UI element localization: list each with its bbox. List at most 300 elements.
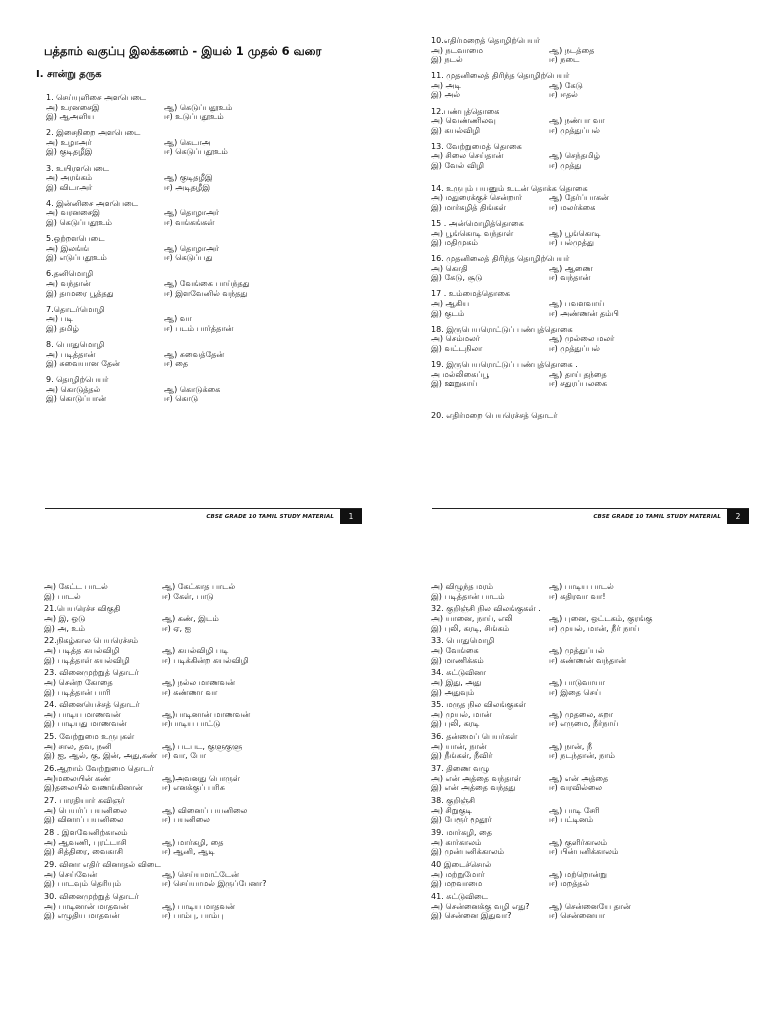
question-title: 30. வினைமுற்றுத் தொடர் xyxy=(44,892,139,902)
option-row xyxy=(431,774,763,784)
question-block xyxy=(423,828,763,857)
option-a: இ) மார்கழித் திங்கள் xyxy=(431,202,506,212)
option-b: ஈ) சென்னையா xyxy=(549,911,606,921)
question-block xyxy=(36,700,416,729)
question-title: 38. குறிஞ்சி xyxy=(431,796,476,806)
option-b: ஆ) நண்பா வா xyxy=(549,116,605,126)
option-a: அ) விழுந்த மரம் xyxy=(431,582,494,591)
option-b: ஈ) பல்முத்து xyxy=(549,238,594,248)
question-title: 34. சுட்டுவினா xyxy=(431,668,487,678)
option-b: ஈ) சதுரப்பலகை xyxy=(549,379,608,389)
option-b: ஆ)பாடினான் மாணவன் xyxy=(162,709,251,719)
question-block xyxy=(423,668,763,697)
question-continued xyxy=(423,582,763,601)
option-row xyxy=(431,151,763,161)
option-a: அ மல்லிகைப்பூ xyxy=(431,369,490,379)
option-b: ஆ) குடிதழீஇ xyxy=(164,173,213,183)
option-b: ஆ) பாடிய பாடல் xyxy=(549,582,614,591)
option-b: ஈ) கொடு xyxy=(164,394,198,404)
option-row xyxy=(44,911,416,921)
question-block xyxy=(423,289,763,318)
option-b: ஆ) படபட, குளுகுளு xyxy=(162,741,243,751)
option-b: ஆ) முத்துப்பல் xyxy=(549,645,605,655)
option-a: இ) வினாப் பயனிலை xyxy=(44,815,124,825)
question-block xyxy=(36,93,376,122)
question-title: 4. இன்னிசை அளபெடை xyxy=(46,198,139,208)
option-row xyxy=(46,218,376,228)
option-a: அ) சென்ற கோதை xyxy=(44,677,113,687)
question-title: 27. பாரதியார் கவிஞர் xyxy=(44,796,125,806)
question-block xyxy=(423,732,763,761)
option-a: இ) அதுவும் xyxy=(431,687,475,697)
option-a: அ) படித்தான் xyxy=(46,349,96,359)
question-block xyxy=(36,860,416,889)
option-a: அ) ஆகிய xyxy=(431,299,470,309)
option-b: ஈ) எருமை, நீர்நாய் xyxy=(549,719,619,729)
option-row xyxy=(431,334,763,344)
option-row xyxy=(431,299,763,309)
option-a: அ) மற்றுமோர் xyxy=(431,869,485,879)
page-number: 1 xyxy=(340,508,362,524)
option-a: இ) சித்திரை, வைகாசி xyxy=(44,847,124,857)
question-block xyxy=(423,796,763,825)
option-row xyxy=(431,806,763,816)
option-row xyxy=(46,173,376,183)
option-a: அ) உழாஅர் xyxy=(46,137,92,147)
option-b: ஈ) வங்கங்கள் xyxy=(164,218,215,228)
option-a: இ) குடம் xyxy=(431,308,465,318)
option-b: ஈ) படிக்கின்ற கயல்விழி xyxy=(162,655,249,665)
option-a: அ) வெண்ணிலவு xyxy=(431,116,496,126)
option-b: ஈ) முத்து xyxy=(549,161,582,171)
option-a: அ) ஆவணி, புரட்டாசி xyxy=(44,837,127,847)
section-heading: I. சான்று தருக xyxy=(36,69,102,80)
option-row xyxy=(44,751,416,761)
option-row xyxy=(44,688,416,698)
option-b: ஈ) எனக்குப் பரிசு xyxy=(162,783,225,793)
question-block xyxy=(36,375,376,404)
question-title: 17 . உம்மைத்தொகை xyxy=(431,289,511,299)
option-b: ஈ) முயல், மான், நீர் நாய் xyxy=(549,623,640,633)
option-row xyxy=(44,624,416,634)
option-b: ஆ) பாடி சேரி xyxy=(549,805,600,815)
option-row xyxy=(431,203,763,213)
option-b: ஈ) படம் பார்த்தான் xyxy=(164,323,234,333)
option-b: ஈ) வரவில்லை xyxy=(549,783,603,793)
option-a: இ) கொடுப்பான் xyxy=(46,394,106,404)
option-row xyxy=(431,710,763,720)
option-row xyxy=(431,838,763,848)
question-title: 16. முதனிலைத் திரிந்த தொழிற்பெயர் xyxy=(431,254,570,264)
option-a: இ) புலி, கரடி, சிங்கம் xyxy=(431,623,510,633)
option-b: ஈ) ஆனி, ஆடி xyxy=(162,847,215,857)
question-title: 22.நிகழ்கால பெயரெச்சம் xyxy=(44,636,139,646)
option-a: அ) முயல், மான் xyxy=(431,709,492,719)
option-b: ஈ) பயனிலை xyxy=(162,815,210,825)
option-row xyxy=(46,112,376,122)
option-b: ஈ) பாம்பு, பாம்பு xyxy=(162,911,224,921)
question-block xyxy=(36,892,416,921)
option-b: ஆ) கேட்காத பாடல் xyxy=(162,582,236,591)
option-b: ஈ) இளவேனில் வந்தது xyxy=(164,288,248,298)
option-a: இ) பாடவும் தெரியும் xyxy=(44,879,122,889)
option-a: அ) படி xyxy=(46,314,73,324)
option-row xyxy=(44,678,416,688)
option-row xyxy=(431,273,763,283)
option-b: ஆ) தாய் தந்தை xyxy=(549,369,607,379)
question-block xyxy=(423,892,763,921)
option-a: இ) குடிதழீஇ xyxy=(46,147,93,157)
option-b: ஈ) வந்தான் xyxy=(549,273,591,283)
option-a: இ) எழுதிய மாதவன் xyxy=(44,911,120,921)
option-row xyxy=(431,193,763,203)
option-row xyxy=(431,90,763,100)
question-title: 14. உருபும் பயனும் உடன் தொக்க தொகை xyxy=(431,183,588,193)
option-b: ஈ) இதை செய் xyxy=(549,687,601,697)
option-row xyxy=(44,592,416,602)
option-b: ஈ) கெடுப்பது xyxy=(164,253,213,263)
option-row xyxy=(431,238,763,248)
option-a: இ)தலையில் வணங்கினான் xyxy=(44,783,143,793)
option-row xyxy=(44,742,416,752)
option-b: ஈ) கண்ணா வா xyxy=(162,687,218,697)
option-row xyxy=(431,161,763,171)
question-block xyxy=(36,269,376,298)
question-block xyxy=(36,164,376,193)
option-a: இ) ஐ, ஆல், கு, இன், அது,கண் xyxy=(44,751,158,761)
option-row xyxy=(431,116,763,126)
option-row xyxy=(431,656,763,666)
option-b: ஈ) நடை xyxy=(549,55,580,65)
option-a: இ) கேடு, சூடு xyxy=(431,273,483,283)
question-block xyxy=(36,636,416,665)
option-row xyxy=(46,147,376,157)
option-row xyxy=(44,806,416,816)
option-b: ஆ) செந்தமிழ் xyxy=(549,151,601,161)
question-block xyxy=(423,107,763,136)
option-row xyxy=(431,229,763,239)
option-row xyxy=(431,847,763,857)
option-a: இ) கெடுப்பதூஉம் xyxy=(46,218,112,228)
option-b: ஈ) செய்யாமல் இருப்பேனா? xyxy=(162,879,267,889)
option-a: அ) யானை, நாய், எலி xyxy=(431,613,513,623)
option-a: அ) வரனசைஇ xyxy=(46,208,100,218)
question-title: 32. குறிஞ்சி நில விலங்குகள் . xyxy=(431,604,541,614)
option-row xyxy=(46,314,376,324)
option-row xyxy=(431,582,763,592)
option-b: ஆ) வேங்கை பாய்ந்தது xyxy=(164,279,250,288)
question-title: 11. முதனிலைத் திரிந்த தொழிற்பெயர் xyxy=(431,71,570,81)
option-a: இ) ஆஅளிய xyxy=(46,112,95,122)
question-title: 21.பெயரெச்ச விகுதி xyxy=(44,604,121,614)
option-row xyxy=(46,244,376,254)
option-row xyxy=(46,183,376,193)
question-block xyxy=(423,254,763,283)
question-title: 9. தொழிற்பெயர் xyxy=(46,375,109,385)
question-block xyxy=(36,668,416,697)
option-a: அ)மலையின் கண் xyxy=(44,773,111,783)
option-row xyxy=(44,646,416,656)
option-row xyxy=(44,879,416,889)
option-a: அ) கொடுத்தல் xyxy=(46,384,101,394)
option-a: இ) எடுப்பதூஉம் xyxy=(46,253,107,263)
option-b: ஆ) வா xyxy=(164,314,192,324)
question-block xyxy=(423,219,763,248)
option-row xyxy=(44,656,416,666)
option-a: இ) படித்தான் பாரி xyxy=(44,687,111,697)
option-b: ஆ) பாடிய மாதவன் xyxy=(162,901,235,911)
option-row xyxy=(46,289,376,299)
option-row xyxy=(431,815,763,825)
option-row xyxy=(44,719,416,729)
option-row xyxy=(431,309,763,319)
question-title: 25. வேற்றுமை உருபுகள் xyxy=(44,732,135,742)
question-title: 26.ஆறாம் வேற்றுமை தொடர் xyxy=(44,764,154,774)
option-row xyxy=(44,783,416,793)
option-row xyxy=(431,783,763,793)
question-block xyxy=(423,636,763,665)
question-title: 13. வேற்றுமைத் தொகை xyxy=(431,141,522,151)
option-a: இ) சுவையான தேன் xyxy=(46,359,120,369)
option-row xyxy=(431,870,763,880)
page-footer-2 xyxy=(432,508,749,524)
document-title: பத்தாம் வகுப்பு இலக்கணம் - இயல் 1 முதல் 6 வரை xyxy=(44,44,322,58)
option-a: அ) கார்காலம் xyxy=(431,837,482,847)
option-a: இ) நடல் xyxy=(431,55,463,65)
question-block xyxy=(36,199,376,228)
option-b: ஈ) வா, போ xyxy=(162,751,207,761)
question-block xyxy=(423,142,763,171)
option-a: இ) முன்பனிக்காலம் xyxy=(431,847,505,857)
question-block xyxy=(36,340,376,369)
option-row xyxy=(46,279,376,289)
option-b: ஆ) பூங்கொடி xyxy=(549,228,601,238)
option-a: அ) இது, அது xyxy=(431,677,482,687)
option-a: இ) வேல் விழி xyxy=(431,161,484,171)
option-a: இ) தாமரை பூத்தது xyxy=(46,288,114,298)
page-1 xyxy=(36,36,376,411)
option-row xyxy=(46,208,376,218)
option-b: ஈ) பட்டினம் xyxy=(549,815,594,825)
option-a: அ) கொதி xyxy=(431,263,468,273)
question-block xyxy=(36,764,416,793)
question-block xyxy=(423,604,763,633)
option-row xyxy=(46,394,376,404)
option-row xyxy=(46,359,376,369)
question-block xyxy=(423,860,763,889)
option-a: அ) சிலை செய்தான் xyxy=(431,151,504,161)
option-row xyxy=(431,344,763,354)
question-block xyxy=(423,700,763,729)
question-title: 40 இடைச்சொல் xyxy=(431,860,492,870)
option-a: இ) பாடியது மாணவன் xyxy=(44,719,127,729)
option-a: அ) செம்மலர் xyxy=(431,334,480,344)
question-title: 29. வினா எதிர் வினாதல் விடை xyxy=(44,860,161,870)
question-title: 18. இருபெயரொட்டுப் பண்புத்தொகை xyxy=(431,324,573,334)
option-a: அ) வந்தான் xyxy=(46,279,91,288)
option-a: அ) என் அத்தை வந்தாள் xyxy=(431,773,521,783)
option-a: இ) பாடல் xyxy=(44,591,81,601)
option-row xyxy=(44,838,416,848)
option-b: ஆ) கண், இடம் xyxy=(162,613,219,623)
option-a: அ) சிறுகுடி xyxy=(431,805,472,815)
footer-text: CBSE GRADE 10 TAMIL STUDY MATERIAL xyxy=(593,514,721,520)
option-b: ஆ) கெடாஅ xyxy=(164,137,211,147)
option-row xyxy=(44,710,416,720)
option-b: ஈ) தை xyxy=(164,359,189,369)
option-row xyxy=(46,324,376,334)
question-title: 24. வினையெச்சத் தொடர் xyxy=(44,700,140,710)
question-block xyxy=(36,732,416,761)
question-title: 3. உயிரளபெடை xyxy=(46,163,110,173)
option-a: அ) பெயர்ப் பயனிலை xyxy=(44,805,127,815)
option-row xyxy=(46,138,376,148)
option-row xyxy=(431,911,763,921)
option-a: அ) இ, ஒடு xyxy=(44,613,86,623)
option-a: இ) கயல்விழி xyxy=(431,125,481,135)
option-row xyxy=(431,379,763,389)
option-b: ஈ) நடந்தான், நாம் xyxy=(549,751,615,761)
option-b: ஆ) மற்றொன்று xyxy=(549,869,607,879)
option-a: அ) பாடினான் மாதவன் xyxy=(44,901,129,911)
option-b: ஆ) சென்னையே தான் xyxy=(549,901,631,911)
question-block xyxy=(423,36,763,65)
option-b: ஆ) ஆணை xyxy=(549,263,593,273)
option-a: இ) பேரூர் மூதூர் xyxy=(431,815,492,825)
option-b: ஈ) முத்துப்பல் xyxy=(549,125,600,135)
option-row xyxy=(431,902,763,912)
question-title: 37. திணை வழு xyxy=(431,764,490,774)
page-3 xyxy=(36,582,416,924)
question-continued xyxy=(36,582,416,601)
option-a: அ) வேங்கை xyxy=(431,645,479,655)
option-row xyxy=(431,646,763,656)
question-title: 10.எதிர்மறைத் தொழிற்பெயர் xyxy=(431,36,541,45)
question-title: 6.தனிமொழி xyxy=(46,269,94,279)
option-row xyxy=(431,751,763,761)
option-row xyxy=(431,55,763,65)
option-a: அ) மதுரைக்குச் சென்றார் xyxy=(431,193,523,203)
option-row xyxy=(46,385,376,395)
option-a: அ) பூங்கொடி வந்தாள் xyxy=(431,228,514,238)
option-a: அ) கேட்ட பாடல் xyxy=(44,582,108,591)
question-block xyxy=(36,128,376,157)
option-row xyxy=(431,678,763,688)
question-title: 8. பொதுமொழி xyxy=(46,339,105,349)
option-row xyxy=(44,902,416,912)
option-b: ஆ) தேர்ப்பாகன் xyxy=(549,193,609,203)
question-title: 12.பண்புத்தொகை xyxy=(431,106,500,116)
option-row xyxy=(46,253,376,263)
option-b: ஆ) கொடுக்கை xyxy=(164,384,221,394)
option-row xyxy=(44,815,416,825)
question-title: 1. செய்யுளிசை அளபெடை xyxy=(46,93,147,102)
option-row xyxy=(431,688,763,698)
question-block xyxy=(36,604,416,633)
option-row xyxy=(44,870,416,880)
option-a: இ) புலி, கரடி xyxy=(431,719,480,729)
option-b: ஆ) குளிர்காலம் xyxy=(549,837,608,847)
question-block xyxy=(36,828,416,857)
option-a: அ) உரனசைஇ xyxy=(46,102,100,112)
question-title: 28 . இளவேனிற்காலம் xyxy=(44,828,128,838)
option-a: இ) நீங்கள், நீவிர் xyxy=(431,751,493,761)
question-title: 7.தொடர்மொழி xyxy=(46,304,105,314)
question-block xyxy=(36,305,376,334)
option-row xyxy=(44,582,416,592)
option-a: அ) படித்த கயல்விழி xyxy=(44,645,120,655)
option-row xyxy=(431,879,763,889)
page-2 xyxy=(423,36,763,420)
option-a: இ) மாணிக்கம் xyxy=(431,655,484,665)
option-a: அ) இலங்ங் xyxy=(46,243,89,253)
option-a: அ) பாடிய மாணவன் xyxy=(44,709,121,719)
option-b: ஆ) கெடுப்பதூஉம் xyxy=(164,102,233,112)
option-b: ஆ) புனை, ஒட்டகம், குரங்கு xyxy=(549,613,653,623)
footer-rule xyxy=(45,508,362,509)
option-b: ஈ) மலர்க்கை xyxy=(549,202,596,212)
option-b: ஈ) அடிதழீஇ xyxy=(164,182,211,192)
option-a: அ) செய்வேன் xyxy=(44,869,98,879)
option-b: ஆ) முல்லை மலர் xyxy=(549,334,615,344)
question-block xyxy=(36,234,376,263)
question-title: 23. வினைமுற்றுத் தொடர் xyxy=(44,668,139,678)
footer-rule xyxy=(432,508,749,509)
question-title: 20. எதிர்மறை பெயரெச்சத் தொடர் xyxy=(431,410,558,420)
option-b: ஈ) கெடுப்பதூஉம் xyxy=(164,147,228,157)
option-b: ஆ) நடத்தை xyxy=(549,45,595,55)
question-title: 39. மார்கழி, தை xyxy=(431,828,492,838)
option-a: இ) தமிழ் xyxy=(46,323,79,333)
option-row xyxy=(44,614,416,624)
question-block xyxy=(36,796,416,825)
question-title: 5.ஒற்றளபெடை xyxy=(46,234,105,244)
option-b: ஆ) செய்யமாட்டேன் xyxy=(162,869,239,879)
question-title: 41. சுட்டுவிடை xyxy=(431,892,489,902)
option-row xyxy=(431,742,763,752)
question-block xyxy=(423,360,763,389)
option-row xyxy=(44,774,416,784)
option-a: இ) படித்தாள் கயல்விழி xyxy=(44,655,130,665)
option-row xyxy=(431,592,763,602)
option-b: ஆ) தொழாஅர் xyxy=(164,208,220,218)
option-row xyxy=(431,614,763,624)
page-footer-1 xyxy=(45,508,362,524)
option-a: இ) என் அத்தை வந்தது xyxy=(431,783,516,793)
option-b: ஈ) கண்ணன் வந்தான் xyxy=(549,655,627,665)
option-row xyxy=(431,624,763,634)
option-row xyxy=(46,350,376,360)
option-b: ஈ) கேள், பாடு xyxy=(162,591,214,601)
option-b: ஈ) கதிரவா வா! xyxy=(549,591,606,601)
question-title: 2. இசைநிறை அளபெடை xyxy=(46,128,141,138)
option-a: அ) நடவாமை xyxy=(431,45,483,55)
option-b: ஆ) கேடு xyxy=(549,80,583,90)
option-a: இ) அ, உம் xyxy=(44,623,86,633)
question-block xyxy=(423,325,763,354)
option-b: ஆ) பவளவாய் xyxy=(549,299,605,309)
option-b: ஈ) அண்ணன் தம்பி xyxy=(549,308,619,318)
option-a: இ) சென்னை இதுவா? xyxy=(431,911,512,921)
option-b: ஈ) மறத்தல் xyxy=(549,879,590,889)
option-row xyxy=(431,126,763,136)
option-b: ஆ) பாடுவாயா xyxy=(549,677,605,687)
page-4 xyxy=(423,582,763,924)
option-b: ஆ) என் அத்தை xyxy=(549,773,609,783)
question-block xyxy=(423,184,763,213)
option-a: இ) மதிமுகம் xyxy=(431,238,478,248)
option-b: ஆ) நான், நீ xyxy=(549,741,593,751)
